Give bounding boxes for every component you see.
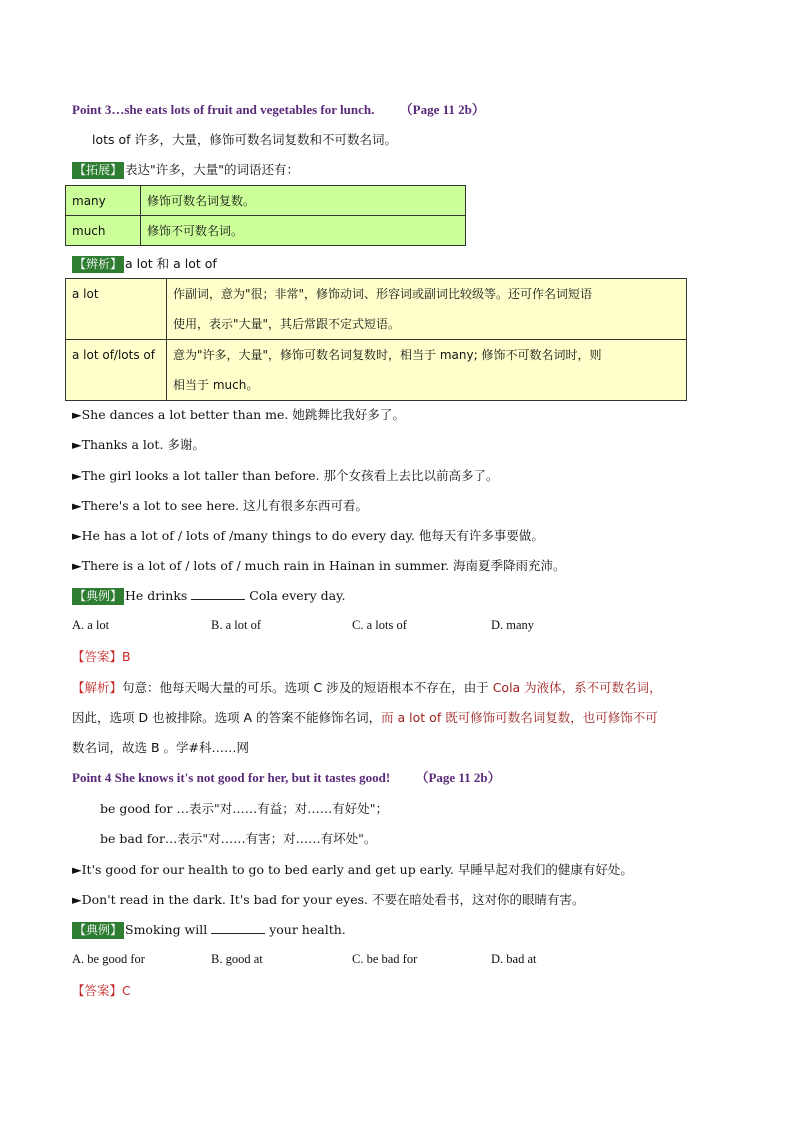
bianxi-text: a lot 和 a lot of (125, 256, 217, 271)
dianli2-answer (72, 982, 131, 1000)
question-before: Smoking will (125, 922, 208, 937)
example-sentence: ►Don't read in the dark. It's bad for your eyes. 不要在暗处看书，这对你的眼睛有害。 (72, 892, 585, 907)
question-after: Cola every day. (249, 588, 346, 603)
answer-tag: 【答案】 (72, 983, 123, 998)
desc-line: 使用，表示"大量"，其后常跟不定式短语。 (173, 317, 401, 331)
point4-page-ref: （Page 11 2b） (415, 770, 501, 785)
desc-line: 意为"许多，大量"，修饰可数名词复数时，相当于 many; 修饰不可数名词时，则 (173, 348, 602, 362)
example-sentence: ►It's good for our health to go to bed early and get up early. 早睡早起对我们的健康有好处。 (72, 862, 633, 877)
dianli2-question (72, 921, 346, 939)
option-b: B. a lot of (211, 618, 261, 632)
table-cell-desc: 修饰不可数名词。 (141, 216, 466, 246)
example-sentence: ►There is a lot of / lots of / much rain in Hainan in summer. 海南夏季降雨充沛。 (72, 558, 566, 573)
desc-line: 相当于 much。 (173, 378, 259, 392)
answer-tag: 【答案】 (72, 649, 123, 664)
dianli2-tag: 【典例】 (74, 923, 123, 937)
table-cell-desc: 修饰可数名词复数。 (141, 186, 466, 216)
point4-line2: be bad for…表示"对……有害；对……有坏处"。 (100, 831, 377, 846)
option-a: A. be good for (72, 952, 145, 966)
table-cell-desc (167, 279, 687, 340)
analysis-text-red: Cola 为液体，系不可数名词， (492, 680, 662, 695)
option-d: D. bad at (491, 952, 537, 966)
desc-line: 作副词，意为"很；非常"，修饰动词、形容词或副词比较级等。还可作名词短语 (173, 287, 593, 301)
jiexi-tag: 【解析】 (72, 680, 123, 695)
option-d: D. many (491, 618, 535, 632)
bianxi-heading (72, 255, 217, 273)
option-a: A. a lot (72, 618, 110, 632)
point3-title: Point 3…she eats lots of fruit and vegetables for lunch. (72, 102, 375, 117)
table-cell-word: a lot (66, 279, 167, 340)
table-row (66, 340, 687, 401)
example-sentence: ►The girl looks a lot taller than before. 那个女孩看上去比以前高多了。 (72, 468, 499, 483)
dianli1-tag: 【典例】 (74, 589, 123, 603)
point4-line1: be good for …表示"对……有益；对……有好处"； (100, 801, 389, 816)
analysis-text: 因此，选项 D 也被排除。选项 A 的答案不能修饰名词， (72, 710, 382, 725)
option-c: C. a lots of (352, 618, 407, 632)
example-sentence: ►He has a lot of / lots of /many things to do every day. 他每天有许多事要做。 (72, 528, 544, 543)
answer-value: B (122, 649, 131, 664)
table-cell-word: many (66, 186, 141, 216)
option-c: C. be bad for (352, 952, 418, 966)
bianxi-table (65, 278, 687, 401)
option-b: B. good at (211, 952, 263, 966)
analysis-line (72, 673, 722, 703)
analysis-text-red: 而 a lot of 既可修饰可数名词复数，也可修饰不可 (381, 710, 658, 725)
table-cell-desc (167, 340, 687, 401)
table-cell-word: much (66, 216, 141, 246)
point4-heading (72, 769, 501, 787)
point4-title: Point 4 She knows it's not good for her, but it tastes good! (72, 770, 391, 785)
example-sentence: ►There's a lot to see here. 这儿有很多东西可看。 (72, 498, 369, 513)
dianli1-analysis (72, 673, 722, 763)
analysis-line: 数名词，故选 B 。学#科……网 (72, 740, 249, 755)
bianxi-tag: 【辨析】 (74, 257, 123, 271)
tuozhan-text: 表达"许多，大量"的词语还有： (125, 162, 300, 177)
tuozhan-heading (72, 161, 299, 179)
dianli1-question (72, 587, 346, 605)
tuozhan-table (65, 185, 466, 246)
dianli1-answer (72, 648, 131, 666)
point3-heading (72, 101, 485, 119)
analysis-text: 句意：他每天喝大量的可乐。选项 C 涉及的短语根本不存在，由于 (122, 680, 489, 695)
tuozhan-tag: 【拓展】 (74, 163, 123, 177)
answer-blank (191, 587, 245, 600)
table-row (66, 279, 687, 340)
answer-value: C (122, 983, 131, 998)
table-cell-word: a lot of/lots of (66, 340, 167, 401)
example-sentence: ►Thanks a lot. 多谢。 (72, 437, 205, 452)
answer-blank (211, 921, 265, 934)
question-after: your health. (269, 922, 346, 937)
question-before: He drinks (125, 588, 188, 603)
point3-page-ref: （Page 11 2b） (399, 102, 485, 117)
table-row (66, 216, 466, 246)
analysis-line (72, 703, 722, 733)
example-sentence: ►She dances a lot better than me. 她跳舞比我好多了。 (72, 407, 405, 422)
table-row (66, 186, 466, 216)
point3-explain: lots of 许多，大量，修饰可数名词复数和不可数名词。 (92, 132, 398, 147)
